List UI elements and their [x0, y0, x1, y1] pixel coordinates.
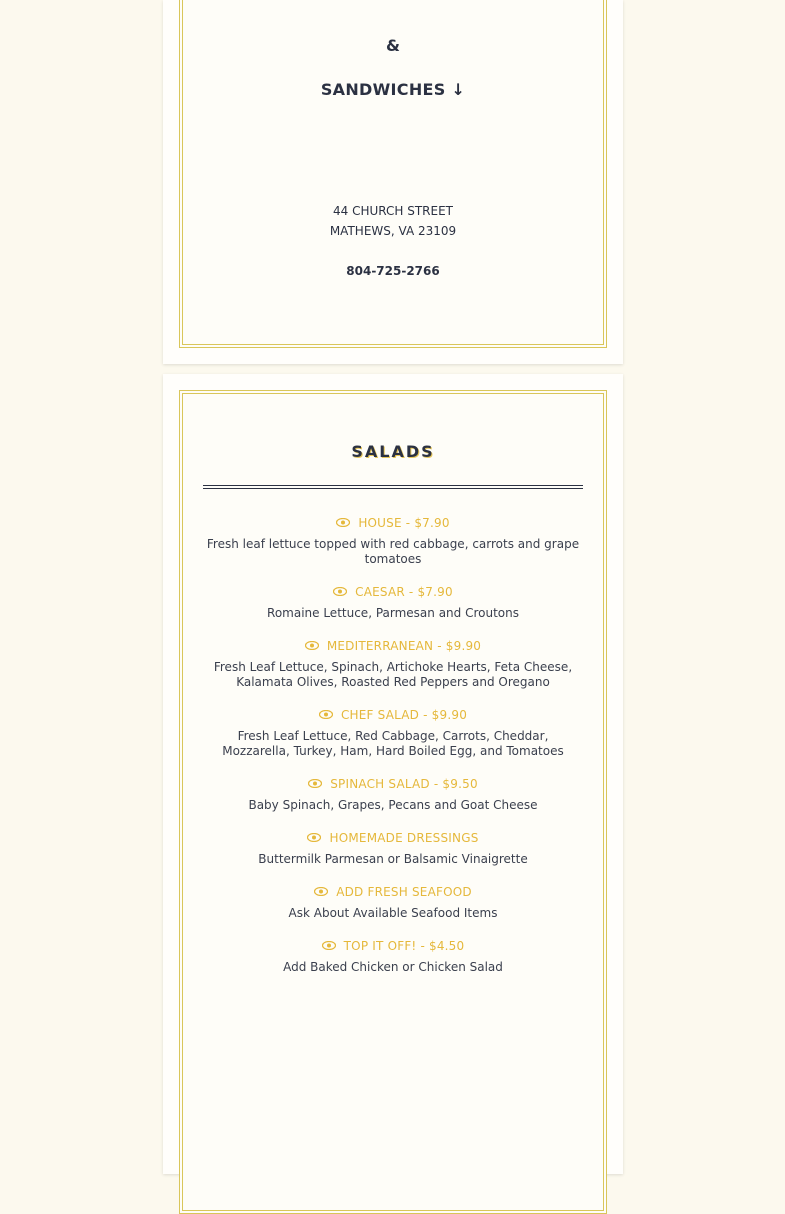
salad-item-desc: Baby Spinach, Grapes, Pecans and Goat Cheese [248, 798, 538, 812]
address-line-2: MATHEWS, VA 23109 [329, 224, 457, 238]
salad-item-name: SPINACH SALAD - $9.50 [330, 776, 478, 791]
salad-item-desc: Buttermilk Parmesan or Balsamic Vinaigrette [258, 852, 528, 866]
salad-item-name: ADD FRESH SEAFOOD [336, 884, 472, 899]
menu-header-card [163, 0, 623, 364]
salad-list [205, 512, 581, 989]
salad-item-name: CAESAR - $7.90 [355, 584, 453, 599]
salad-item [205, 581, 581, 621]
salad-item-name: MEDITERRANEAN - $9.90 [326, 638, 482, 653]
sandwiches-link[interactable]: SANDWICHES ↓ [320, 80, 466, 99]
salad-item [205, 773, 581, 813]
salad-item-desc: Add Baked Chicken or Chicken Salad [283, 960, 503, 974]
salads-title: SALADS [351, 442, 435, 461]
eye-icon [308, 779, 322, 788]
header-frame [179, 0, 607, 348]
eye-icon [305, 641, 319, 650]
eye-icon [322, 941, 336, 950]
salad-item-name: HOUSE - $7.90 [358, 515, 450, 530]
salad-item-name: TOP IT OFF! - $4.50 [343, 938, 465, 953]
salads-frame [179, 390, 607, 1214]
address-line-1: 44 CHURCH STREET [332, 204, 453, 218]
eye-icon [319, 710, 333, 719]
eye-icon [307, 833, 321, 842]
salad-item-desc: Ask About Available Seafood Items [288, 906, 498, 920]
ampersand-text: & [386, 36, 400, 55]
phone-number[interactable]: 804-725-2766 [346, 264, 440, 278]
salad-item-name: HOMEMADE DRESSINGS [329, 830, 479, 845]
salad-item [205, 881, 581, 921]
salad-item-desc: Fresh Leaf Lettuce, Red Cabbage, Carrots, Cheddar, Mozzarella, Turkey, Ham, Hard Boiled Egg, and Tomatoes [222, 729, 564, 758]
salad-item-name: CHEF SALAD - $9.90 [340, 707, 468, 722]
salad-item [205, 704, 581, 759]
eye-icon [314, 887, 328, 896]
title-divider [203, 485, 583, 489]
salads-card [163, 374, 623, 1174]
salad-item-desc: Romaine Lettuce, Parmesan and Croutons [267, 606, 519, 620]
eye-icon [336, 518, 350, 527]
salad-item [205, 635, 581, 690]
salad-item-desc: Fresh Leaf Lettuce, Spinach, Artichoke Hearts, Feta Cheese, Kalamata Olives, Roasted Red Peppers and Oregano [213, 660, 573, 689]
salad-item [205, 827, 581, 867]
salad-item-desc: Fresh leaf lettuce topped with red cabbage, carrots and grape tomatoes [206, 537, 580, 566]
eye-icon [333, 587, 347, 596]
salad-item [205, 935, 581, 975]
salad-item [205, 512, 581, 567]
